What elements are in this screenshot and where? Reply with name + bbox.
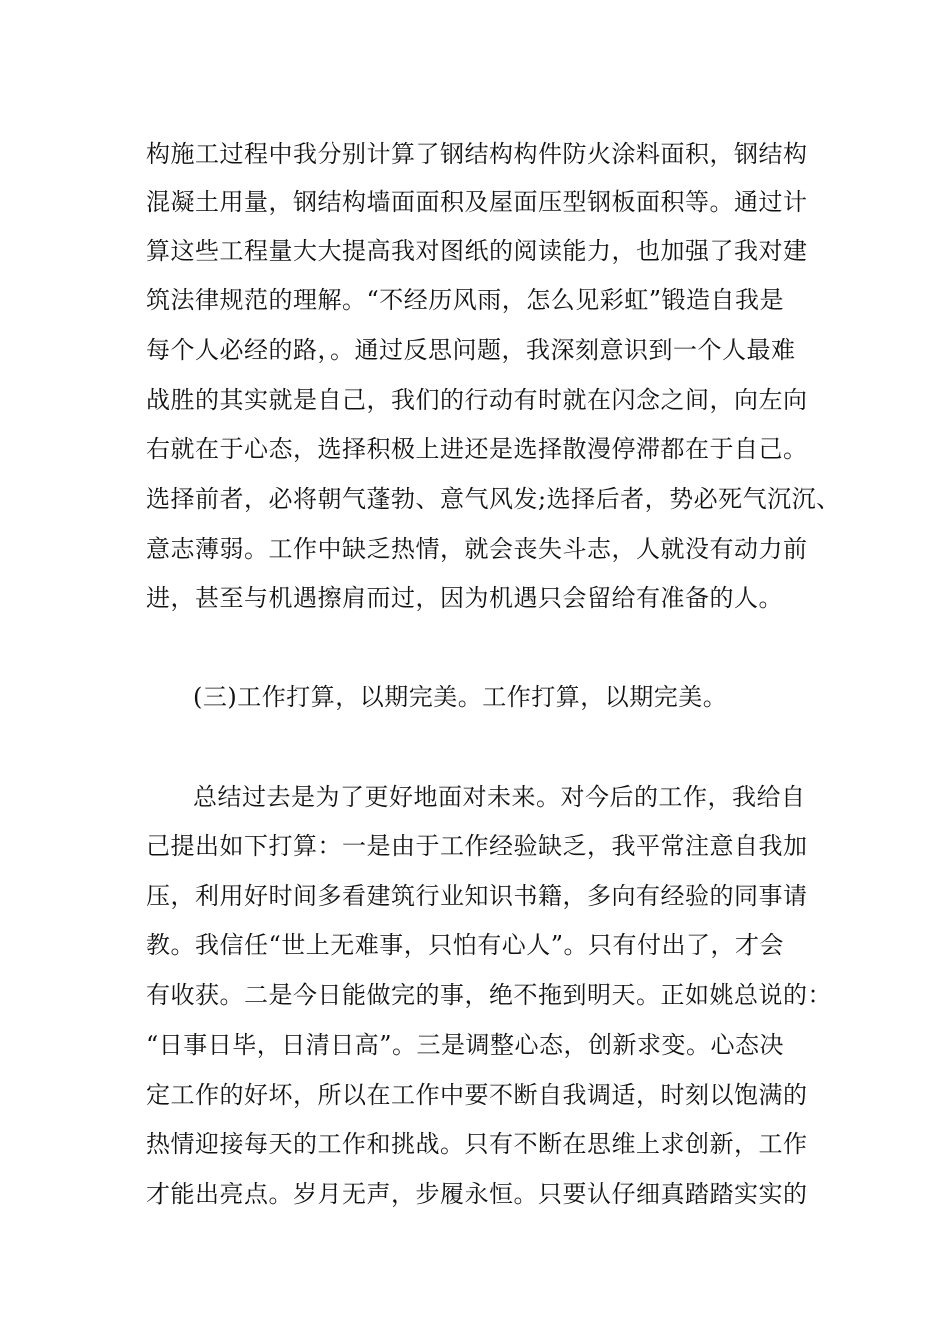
paragraph-line: 定工作的好坏，所以在工作中要不断自我调适，时刻以饱满的 [146,1081,808,1109]
paragraph-line: 教。我信任“世上无难事，只怕有心人”。只有付出了，才会 [146,931,785,959]
paragraph-line: 压，利用好时间多看建筑行业知识书籍，多向有经验的同事请 [146,882,808,910]
paragraph-line: 混凝土用量，钢结构墙面面积及屋面压型钢板面积等。通过计 [146,188,808,216]
paragraph-line: 有收获。二是今日能做完的事，绝不拖到明天。正如姚总说的： [146,981,832,1009]
paragraph-line: 构施工过程中我分别计算了钢结构构件防火涂料面积，钢结构 [146,140,808,168]
paragraph-line: 选择前者，必将朝气蓬勃、意气风发;选择后者，势必死气沉沉、 [146,485,841,513]
paragraph-line: “日事日毕，日清日高”。三是调整心态，创新求变。心态决 [146,1031,785,1059]
paragraph-line: 右就在于心态，选择积极上进还是选择散漫停滞都在于自己。 [146,435,808,463]
paragraph-line: 热情迎接每天的工作和挑战。只有不断在思维上求创新，工作 [146,1130,808,1158]
paragraph-line: 战胜的其实就是自己，我们的行动有时就在闪念之间，向左向 [146,386,808,414]
paragraph-line: 意志薄弱。工作中缺乏热情，就会丧失斗志，人就没有动力前 [146,535,808,563]
paragraph-line: 筑法律规范的理解。“不经历风雨，怎么见彩虹”锻造自我是 [146,286,785,314]
paragraph-line: 进，甚至与机遇擦肩而过，因为机遇只会留给有准备的人。 [146,584,783,612]
paragraph-line: 己提出如下打算：一是由于工作经验缺乏，我平常注意自我加 [146,832,808,860]
paragraph-line: 才能出亮点。岁月无声，步履永恒。只要认仔细真踏踏实实的 [146,1180,808,1208]
paragraph-line: 每个人必经的路，。通过反思问题，我深刻意识到一个人最难 [146,336,796,364]
paragraph-line: 总结过去是为了更好地面对未来。对今后的工作，我给自 [193,783,806,811]
paragraph-line: 算这些工程量大大提高我对图纸的阅读能力，也加强了我对建 [146,237,808,265]
section-heading: (三)工作打算，以期完美。工作打算，以期完美。 [193,683,728,711]
